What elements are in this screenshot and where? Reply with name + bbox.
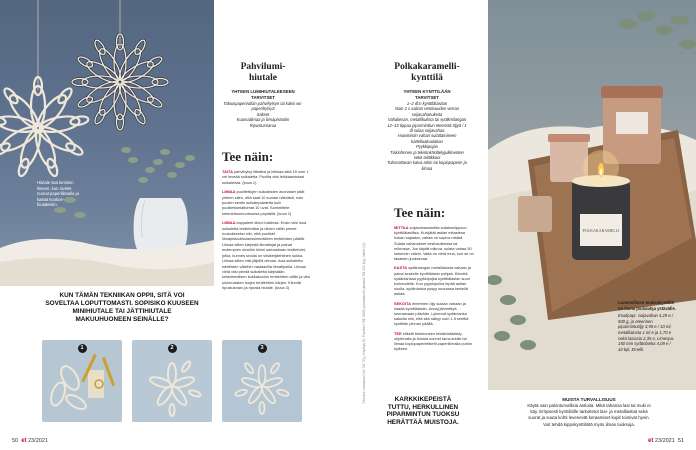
recipe-title-line: Polkakaramelli-: [394, 62, 460, 72]
recipe-column: [386, 62, 468, 171]
photo-caption: Hiutale saa lumisen ilmeen, kun sivelet reunat paperiliimalla ja kastat kookoshiutaleisiin.: [37, 180, 79, 208]
instructions-heading: Tee näin:: [394, 205, 446, 220]
safety-text-line: Voit tehdä kippokynttilöitä myös ilman tuoksuja.: [543, 421, 635, 427]
materials-heading-line: YHTEEN KYNTTILÄÄN: [403, 89, 451, 94]
material-item: Pyykkipojan: [416, 144, 438, 150]
materials-heading: [386, 89, 468, 101]
page-folio: [12, 438, 48, 444]
materials-heading-line: TARVITSET: [251, 95, 275, 100]
step-lead: LIIMAA: [222, 189, 236, 195]
step-text: puolitettujen suikaleiden avonaiset päät yhteen siten, että saat 10 suman näköistä, noin puolen sentin suikalepalaletta kuin puolitettamattomat 10 uvat. Sommittele kehmettuomuotoonsa pöydällä. (kuva 2): [222, 189, 305, 216]
promo-line: SOVELTAA LOPUTTOMASTI. SOPISIKO KUUSEEN: [45, 300, 199, 307]
snowflake-illustration: [0, 0, 214, 286]
instruction-step: [394, 225, 474, 261]
safety-text: [488, 403, 690, 428]
step-text: soijavahanukettia sulatuskippoon kynttilälasillisa. Kuivjätät astian mitastesa hokan sajaaksi, vahaa on sopiva määrä. Sulata vahanukeet vesihauteessa tai mikrossa, Jos käytät mikroa, sulata vahaa 30 sekunnin välein. Valta on vielä mua, kun se on tasaisen juoksevaa.: [394, 225, 474, 262]
materials-heading-line: YHTEEN LUMIHIUTALEESEEN: [231, 89, 295, 94]
instruction-step: [394, 301, 474, 327]
step-photo-2: [132, 340, 212, 422]
recipe-column: [222, 62, 304, 128]
recipe-title: [386, 62, 468, 83]
material-item: Sakset: [256, 111, 270, 117]
recipe-title-line: hiutale: [249, 72, 277, 83]
promo-line: HERÄTTÄÄ MUISTOJA.: [387, 418, 459, 426]
safety-text-line: Käytä vain palonturvallisia astioita. Mikä tahansa lasi tai muki ei: [527, 403, 651, 408]
candle-photo: [488, 0, 696, 390]
instructions-column: [394, 206, 474, 355]
instruction-steps: [394, 225, 474, 351]
recipe-title-line: kynttilä: [411, 72, 443, 83]
safety-text-line: suorat ja suuta kohti levenevät keraamiset kupit toimivat hyvin.: [528, 415, 650, 421]
materials-heading-line: TARVITSET: [415, 95, 439, 100]
instruction-step: [222, 189, 310, 216]
issue-number: 23/2021: [654, 438, 675, 444]
materials-heading: [222, 89, 304, 101]
material-item: Tulosrattavan kaiva arkin tai kopiopaperin ja liimaa: [387, 160, 467, 171]
instructions-column: [222, 150, 310, 295]
recipe-title: [222, 62, 304, 83]
material-item: Huovinistin vahan sulattamiseen kattelluakuulakan: [397, 133, 457, 144]
candle-caption-products: Enalipapr. soijavahan 4,29 e / 500 g, ja eteerinen piparmintuöljy 3,95 e / 10 ml, metallialusta 1 ml e ja 1,70 e sekä lasiasia 2,35 e, Limespa. 150 mm sydänlanka 4,09 e / 10 kpl, Emelli.: [618, 313, 675, 352]
promo-line: MINIHIUTALE TAI JÄTTIHIUTALE: [72, 308, 172, 315]
material-item: Talouspaperirullan pahvihylsyn tai kaksi wc-paperihylsyä: [223, 101, 303, 112]
page-folio: [648, 438, 684, 444]
promo-line: MAKUUHUONEEN SEINÄLLE?: [75, 316, 169, 323]
step-lead: SEKOITA: [394, 300, 412, 306]
issue-number: 23/2021: [28, 438, 48, 444]
step-number-badge: 1: [78, 344, 87, 353]
step-text: eteerinen öljy sulaan vahaan ja kaada kynttilälasiin. Annaj jähmettyä seuraavaan päivään. Lyhennä sydänlanka saksilla niin, että sitä näkyy noin 1,5 senttiä kynttilän pinnan päällä.: [394, 300, 469, 327]
recipe-title-line: Pahvilumi-: [240, 62, 286, 72]
promo-line: KUN TÄMÄN TEKNIIKAN OPPII, SITÄ VOI: [59, 292, 185, 299]
step-text: etiketti tietokoneen tekstinkäsittelyohjelmalla ja tulosta sonnet tarra-arkille tai liimaa kopiopaperietiketti paperiliimalla purkin kylkeen.: [394, 330, 473, 352]
right-page: [348, 0, 696, 450]
instruction-step: [222, 220, 310, 290]
step-lead: MITTAA: [394, 225, 409, 230]
safety-text-line: käy. Erityisesti kynttilöille tarkoitetut lasi- ja metalliastiat sekä: [530, 409, 648, 415]
materials-list: [386, 101, 468, 171]
step-photo-1: [42, 340, 122, 422]
page-number: 51: [677, 438, 684, 444]
material-item: 12–13 tippaa piparminttun eteeristä öljyä / 1 dl sulaa soijavahaa: [387, 122, 467, 134]
step-lead: KASTA: [394, 265, 408, 271]
safety-box: [488, 396, 690, 428]
magazine-logo: et: [21, 438, 27, 444]
promo-line: KARKKIKEPEISTÄ: [394, 396, 452, 403]
instruction-step: [394, 331, 474, 352]
promo-line: PIPARMINTUN TUOKSU: [386, 411, 460, 419]
step-number-badge: 3: [258, 344, 267, 353]
instruction-step: [222, 169, 310, 185]
material-item: Noin 2 x saitian vetoisuuden verran soijavahanukeita: [395, 106, 459, 117]
promo-headline: [378, 396, 468, 426]
candle-caption: [618, 300, 676, 352]
candle-caption-title: Luonnollinen tuoksukynttilä on ihana joululahja ystävälle.: [618, 300, 676, 311]
safety-heading: MUISTA TURVALLISUUS: [562, 397, 616, 402]
step-lead: TAITA: [222, 169, 233, 174]
step-text: kappaleet kiinni toisiinsa. Ensin viisi isoa suikaletta terälehdiksi ja niiden väliin pienet ruusukkeeksi niin, että puoliset liimapistooliksianssimmälleen terälehden päällä. Liimaa sitten kärjestä liimattujat ja painat molempien sivuihin kiinni samaahaan terälehdet, jotka, kunnes sivulla on viisikerjäehtinen kukka. Liimaa sitten viisi jäljellä olevaa, isoa suikaletta edellisten väleihin vastaavilla liimatipoilla. Liimaa vielä viisi pientä suikaletta kärjistään keskimmäisen kukkakuvion terälehtien väliin ja viisi uloinmaisten isojen terälehtien kärjen. Kiinnitä ripustusnaru ja ripusta hiutale. (kuva 3): [222, 220, 311, 291]
material-item: Vahaliesan, metallikulista tai syölkmilangan: [387, 117, 467, 123]
materials-list: [222, 101, 304, 128]
instructions-heading: Tee näin:: [222, 149, 274, 164]
material-item: 1–2 dl:n kynttilälasitan: [406, 101, 448, 106]
step-text: sydänlangan metallialusta vahaan ja paina keskelle kynttilälasin pohjaa. Kiinnitä sydänlankaa pyykkipojka kynttilälasian suun korkeudelle. Kun pyykkipoika lepää astian suulla, sydänlanka pysyy suorassa kesiellä astiaa.: [394, 265, 471, 297]
step-photo-3: [222, 340, 302, 422]
step-lead: LIIMAA: [222, 220, 236, 226]
page-number: 50: [12, 438, 19, 444]
material-item: Tiskiohnnen ja tekstinkäsittelyjulkinenten sekä tulitikkuni: [390, 149, 464, 161]
snowflake-photo: [0, 0, 214, 286]
instruction-steps: [222, 169, 310, 291]
step-text: pahvihylsy litteäksi ja leikkaa siitä 15 noin 1 cm leveää suikaletta. Puolita viisi leikkaamistasi suikaleista. (kuva 1): [222, 169, 309, 185]
magazine-logo: et: [648, 438, 654, 444]
candle-label-text: POLKAKARAMELLI: [582, 228, 620, 233]
instruction-step: [394, 265, 474, 296]
photo-credit: Toteutus: Lavaposa (Hei Tuli 72)), Ympärys (f): Pussilaul 781' NIMI) pussilapuuhf (kasilaul 781 122 1(a), idatal f) (f): [362, 242, 366, 404]
promo-line: TUTTU, HERKULLINEN: [387, 403, 459, 411]
step-number-badge: 2: [168, 344, 177, 353]
material-item: Kuumaliimaa ja liimapistoolin: [236, 117, 290, 123]
step-lead: TEE: [394, 330, 402, 336]
promo-headline: [22, 292, 222, 324]
material-item: Ripustusnarua: [249, 122, 277, 128]
